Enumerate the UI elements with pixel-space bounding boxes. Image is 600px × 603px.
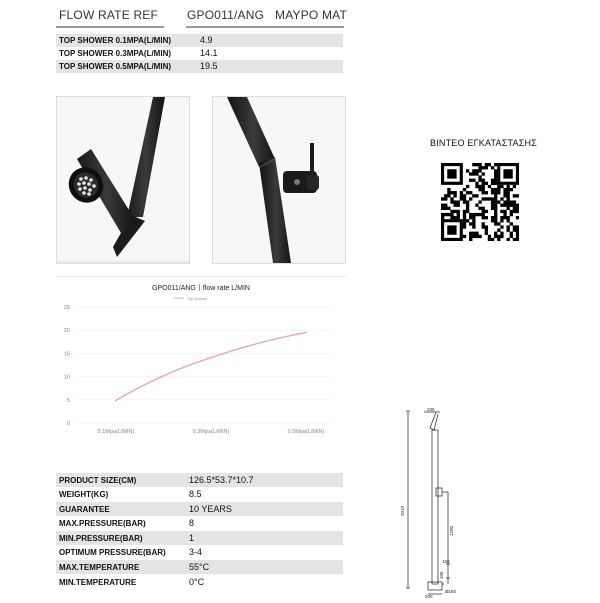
qr-module — [491, 200, 494, 203]
qr-module — [491, 179, 494, 182]
qr-module — [491, 238, 494, 241]
y-tick-label: 20 — [63, 328, 70, 335]
spec-label: PRODUCT SIZE(CM) — [59, 476, 137, 485]
qr-module — [494, 179, 497, 182]
qr-module — [513, 185, 516, 188]
qr-module — [485, 210, 488, 213]
qr-module — [507, 229, 510, 232]
qr-module — [450, 210, 453, 213]
spec-label: OPTIMUM PRESSURE(BAR) — [59, 548, 166, 557]
spec-value: 55°C — [189, 562, 210, 572]
qr-finder-inner — [503, 169, 512, 178]
flow-rate-value: 14.1 — [200, 48, 218, 58]
qr-module — [507, 207, 510, 210]
installation-video-title: ΒΙΝΤΕΟ ΕΓΚΑΤΑΣΤΑΣΗΣ — [430, 138, 537, 148]
dim-base2: Ø160 — [445, 589, 457, 594]
qr-module — [491, 204, 494, 207]
qr-module — [494, 172, 497, 175]
qr-module — [516, 235, 519, 238]
data-point — [305, 332, 307, 334]
qr-module — [516, 204, 519, 207]
qr-module — [494, 163, 497, 166]
spec-value: 8 — [189, 518, 195, 528]
qr-module — [494, 182, 497, 185]
y-tick-label: 25 — [63, 305, 70, 311]
qr-module — [478, 235, 481, 238]
chart-title: GPO011/ANG丨flow rate L/MIN — [152, 285, 250, 292]
qr-module — [516, 229, 519, 232]
y-tick-label: 5 — [66, 397, 70, 404]
qr-module — [447, 191, 450, 194]
qr-module — [450, 216, 453, 219]
qr-module — [472, 179, 475, 182]
qr-module — [507, 200, 510, 203]
qr-module — [494, 200, 497, 203]
flow-rate-value: 4.9 — [200, 35, 213, 45]
qr-module — [507, 219, 510, 222]
qr-module — [441, 216, 444, 219]
qr-module — [482, 222, 485, 225]
data-point — [210, 357, 212, 359]
spec-row — [56, 473, 343, 487]
qr-module — [485, 225, 488, 228]
qr-module — [453, 210, 456, 213]
spec-label: WEIGHT(KG) — [59, 490, 109, 499]
qr-module — [441, 207, 444, 210]
qr-module — [497, 222, 500, 225]
spec-row — [56, 516, 343, 530]
spec-row — [56, 545, 343, 559]
qr-module — [497, 185, 500, 188]
qr-module — [485, 197, 488, 200]
qr-finder-inner — [447, 225, 456, 234]
qr-module — [494, 169, 497, 172]
qr-module — [472, 219, 475, 222]
qr-module — [450, 191, 453, 194]
qr-module — [482, 225, 485, 228]
qr-module — [494, 216, 497, 219]
qr-module — [472, 232, 475, 235]
qr-module — [463, 219, 466, 222]
qr-module — [463, 200, 466, 203]
dim-mid: 1200 — [449, 525, 454, 536]
qr-code-icon[interactable] — [441, 163, 519, 241]
qr-module — [510, 200, 513, 203]
qr-module — [466, 200, 469, 203]
qr-module — [469, 191, 472, 194]
spec-value: 3-4 — [189, 547, 203, 557]
product-image-mixer — [212, 96, 346, 264]
qr-module — [507, 191, 510, 194]
qr-module — [507, 185, 510, 188]
qr-module — [453, 200, 456, 203]
dim-small: 150 — [442, 559, 450, 564]
qr-module — [494, 232, 497, 235]
spec-row — [56, 502, 343, 516]
qr-module — [463, 225, 466, 228]
dim-base1: 200 — [425, 594, 433, 598]
qr-module — [503, 210, 506, 213]
spec-row — [56, 531, 343, 545]
qr-module — [507, 188, 510, 191]
qr-module — [516, 207, 519, 210]
qr-module — [500, 219, 503, 222]
qr-module — [507, 204, 510, 207]
qr-module — [463, 222, 466, 225]
qr-module — [500, 197, 503, 200]
flow-rate-row — [56, 34, 343, 47]
spec-label: MAX.TEMPERATURE — [59, 563, 140, 572]
qr-module — [447, 213, 450, 216]
qr-module — [488, 185, 491, 188]
qr-module — [507, 194, 510, 197]
qr-module — [466, 191, 469, 194]
qr-module — [507, 238, 510, 241]
qr-module — [503, 194, 506, 197]
flow-rate-chart-svg — [56, 277, 346, 443]
qr-module — [441, 197, 444, 200]
qr-module — [450, 197, 453, 200]
qr-module — [478, 166, 481, 169]
qr-module — [482, 179, 485, 182]
qr-module — [497, 188, 500, 191]
qr-module — [450, 200, 453, 203]
spec-value: 10 YEARS — [189, 504, 232, 514]
spec-row — [56, 575, 343, 589]
qr-module — [510, 232, 513, 235]
mixer-illustration — [213, 97, 345, 263]
legend-label: Top shower — [187, 296, 208, 301]
qr-module — [475, 235, 478, 238]
qr-module — [485, 182, 488, 185]
qr-module — [507, 197, 510, 200]
qr-module — [444, 197, 447, 200]
spec-label: MAX.PRESSURE(BAR) — [59, 519, 146, 528]
qr-module — [482, 191, 485, 194]
qr-module — [466, 204, 469, 207]
spec-value: 0°C — [189, 577, 205, 587]
qr-module — [453, 216, 456, 219]
qr-module — [485, 216, 488, 219]
qr-module — [475, 172, 478, 175]
qr-module — [482, 197, 485, 200]
qr-module — [500, 225, 503, 228]
qr-module — [491, 191, 494, 194]
qr-module — [491, 182, 494, 185]
qr-module — [485, 232, 488, 235]
series-line-top-shower — [116, 333, 306, 401]
qr-module — [494, 194, 497, 197]
qr-module — [478, 185, 481, 188]
qr-module — [466, 185, 469, 188]
spec-value: 1 — [189, 533, 195, 543]
qr-module — [441, 204, 444, 207]
header-divider-right — [186, 26, 344, 28]
qr-module — [482, 166, 485, 169]
data-point — [115, 399, 117, 401]
qr-module — [482, 185, 485, 188]
qr-module — [500, 204, 503, 207]
qr-module — [472, 163, 475, 166]
qr-module — [516, 210, 519, 213]
qr-module — [516, 216, 519, 219]
qr-module — [491, 216, 494, 219]
qr-module — [450, 213, 453, 216]
qr-module — [510, 210, 513, 213]
qr-module — [513, 238, 516, 241]
qr-module — [472, 213, 475, 216]
qr-module — [503, 216, 506, 219]
qr-finder-inner — [447, 169, 456, 178]
qr-module — [503, 213, 506, 216]
qr-module — [494, 204, 497, 207]
qr-module — [482, 213, 485, 216]
qr-module — [478, 188, 481, 191]
qr-module — [478, 213, 481, 216]
qr-module — [457, 216, 460, 219]
qr-module — [475, 194, 478, 197]
qr-module — [491, 219, 494, 222]
qr-module — [488, 197, 491, 200]
spec-row — [56, 487, 343, 501]
dimension-drawing — [398, 406, 478, 598]
qr-module — [500, 235, 503, 238]
dim-top: 235 — [427, 407, 435, 412]
product-image-shower-head — [56, 96, 190, 264]
qr-module — [453, 204, 456, 207]
spec-label: MIN.PRESSURE(BAR) — [59, 534, 143, 543]
x-tick-label: 0.3Mpa(L/MIN) — [192, 429, 230, 435]
spec-row — [56, 560, 343, 574]
qr-module — [469, 232, 472, 235]
flow-rate-ref-title: FLOW RATE REF — [59, 8, 159, 22]
qr-module — [453, 194, 456, 197]
qr-module — [500, 210, 503, 213]
y-tick-label: 0 — [66, 421, 70, 427]
dim-side: 100 — [439, 571, 444, 579]
x-tick-label: 0.5Mpa(L/MIN) — [287, 429, 325, 435]
qr-module — [494, 175, 497, 178]
dim-height: 2019 — [400, 505, 405, 516]
header-divider — [56, 26, 164, 28]
qr-module — [472, 194, 475, 197]
qr-module — [457, 204, 460, 207]
qr-module — [513, 229, 516, 232]
qr-module — [516, 194, 519, 197]
qr-module — [516, 225, 519, 228]
qr-module — [510, 204, 513, 207]
qr-module — [444, 194, 447, 197]
qr-module — [441, 213, 444, 216]
flow-rate-row — [56, 60, 343, 73]
qr-module — [478, 169, 481, 172]
qr-module — [475, 232, 478, 235]
qr-module — [497, 235, 500, 238]
qr-module — [482, 172, 485, 175]
qr-module — [494, 197, 497, 200]
qr-module — [488, 235, 491, 238]
qr-module — [466, 219, 469, 222]
qr-module — [463, 216, 466, 219]
qr-module — [466, 210, 469, 213]
qr-module — [494, 188, 497, 191]
qr-module — [513, 204, 516, 207]
qr-module — [497, 238, 500, 241]
qr-module — [460, 191, 463, 194]
qr-module — [469, 238, 472, 241]
qr-module — [488, 163, 491, 166]
qr-module — [469, 216, 472, 219]
spec-label: MIN.TEMPERATURE — [59, 578, 137, 587]
qr-module — [516, 232, 519, 235]
qr-module — [457, 213, 460, 216]
qr-module — [485, 163, 488, 166]
qr-module — [494, 191, 497, 194]
qr-module — [494, 235, 497, 238]
qr-module — [510, 235, 513, 238]
qr-module — [444, 213, 447, 216]
qr-module — [447, 188, 450, 191]
qr-module — [463, 210, 466, 213]
qr-module — [447, 194, 450, 197]
qr-module — [497, 191, 500, 194]
qr-module — [500, 185, 503, 188]
qr-module — [494, 207, 497, 210]
qr-module — [507, 225, 510, 228]
qr-module — [469, 213, 472, 216]
qr-module — [469, 179, 472, 182]
qr-module — [453, 191, 456, 194]
qr-module — [478, 163, 481, 166]
qr-module — [478, 207, 481, 210]
qr-module — [491, 188, 494, 191]
qr-module — [510, 188, 513, 191]
qr-module — [503, 191, 506, 194]
qr-module — [491, 197, 494, 200]
qr-module — [457, 210, 460, 213]
qr-module — [510, 213, 513, 216]
qr-module — [469, 172, 472, 175]
spec-value: 8.5 — [189, 489, 202, 499]
qr-module — [463, 213, 466, 216]
qr-module — [513, 225, 516, 228]
qr-module — [491, 166, 494, 169]
qr-module — [482, 207, 485, 210]
qr-module — [488, 238, 491, 241]
model-code: GPO011/ANG — [187, 8, 265, 22]
qr-module — [460, 197, 463, 200]
shower-head-illustration — [57, 97, 189, 263]
qr-module — [463, 197, 466, 200]
qr-module — [510, 222, 513, 225]
qr-module — [472, 225, 475, 228]
qr-module — [494, 213, 497, 216]
qr-module — [497, 229, 500, 232]
qr-module — [485, 166, 488, 169]
qr-module — [472, 169, 475, 172]
qr-module — [475, 213, 478, 216]
qr-module — [475, 182, 478, 185]
qr-module — [463, 188, 466, 191]
y-tick-label: 10 — [63, 374, 70, 381]
qr-module — [475, 169, 478, 172]
qr-module — [469, 235, 472, 238]
qr-module — [444, 207, 447, 210]
flow-rate-chart — [56, 276, 346, 443]
qr-module — [478, 200, 481, 203]
qr-module — [494, 222, 497, 225]
y-tick-label: 15 — [63, 351, 70, 358]
qr-code-graphic — [441, 163, 519, 241]
qr-module — [482, 216, 485, 219]
qr-module — [466, 169, 469, 172]
qr-module — [485, 229, 488, 232]
qr-module — [482, 182, 485, 185]
qr-module — [491, 207, 494, 210]
qr-module — [485, 191, 488, 194]
qr-module — [513, 207, 516, 210]
qr-module — [516, 238, 519, 241]
qr-module — [460, 194, 463, 197]
qr-module — [482, 210, 485, 213]
qr-module — [494, 219, 497, 222]
qr-module — [472, 216, 475, 219]
qr-module — [475, 204, 478, 207]
qr-module — [478, 179, 481, 182]
qr-module — [513, 194, 516, 197]
qr-module — [507, 216, 510, 219]
finish-label: ΜΑΥΡΟ ΜΑΤ — [275, 8, 348, 22]
flow-rate-label: TOP SHOWER 0.5MPA(L/MIN) — [59, 62, 172, 71]
x-tick-label: 0.1Mpa(L/MIN) — [97, 429, 135, 435]
qr-module — [482, 188, 485, 191]
qr-module — [503, 200, 506, 203]
qr-module — [500, 216, 503, 219]
flow-rate-label: TOP SHOWER 0.3MPA(L/MIN) — [59, 49, 172, 58]
qr-module — [469, 222, 472, 225]
spec-value: 126.5*53.7*10.7 — [189, 475, 254, 485]
flow-rate-label: TOP SHOWER 0.1MPA(L/MIN) — [59, 36, 172, 45]
qr-module — [463, 194, 466, 197]
qr-module — [469, 197, 472, 200]
qr-module — [503, 188, 506, 191]
qr-module — [472, 235, 475, 238]
technical-drawing — [398, 406, 478, 598]
qr-module — [500, 232, 503, 235]
spec-label: GUARANTEE — [59, 505, 110, 514]
qr-module — [478, 175, 481, 178]
qr-module — [513, 210, 516, 213]
flow-rate-row — [56, 47, 343, 60]
qr-module — [457, 200, 460, 203]
qr-module — [475, 163, 478, 166]
qr-module — [472, 172, 475, 175]
qr-module — [472, 222, 475, 225]
qr-module — [466, 207, 469, 210]
qr-module — [513, 200, 516, 203]
flow-rate-value: 19.5 — [200, 61, 218, 71]
qr-module — [444, 204, 447, 207]
qr-module — [497, 200, 500, 203]
qr-module — [463, 235, 466, 238]
qr-module — [475, 185, 478, 188]
qr-module — [447, 207, 450, 210]
qr-module — [494, 210, 497, 213]
qr-module — [503, 204, 506, 207]
